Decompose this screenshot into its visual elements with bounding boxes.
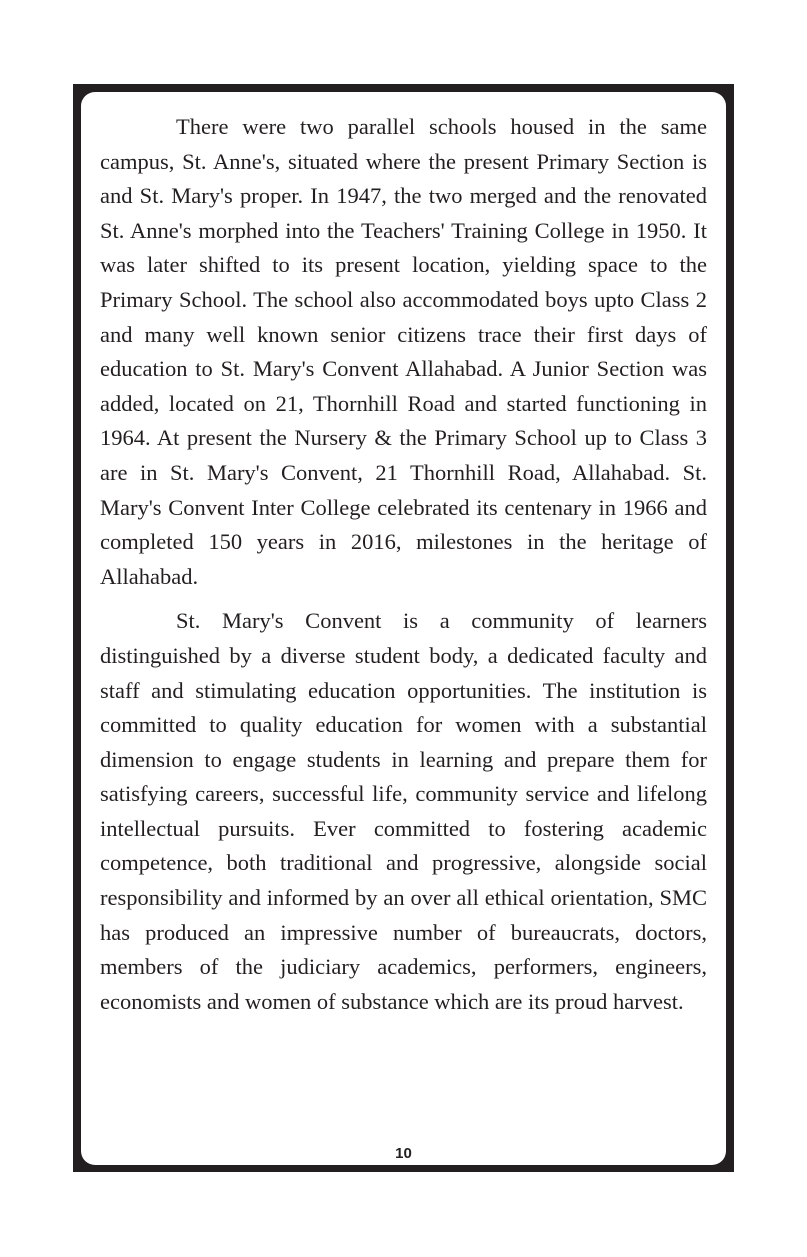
paragraph-history: There were two parallel schools housed in the same campus, St. Anne's, situated where the present Primary Section is and St. Mary's proper. In 1947, the two merged and the renovated St. Anne's morphed into the Teachers' Training College in 1950. It was later shifted to its present location, yielding space to the Primary School. The school also accommodated boys upto Class 2 and many well known senior citizens trace their first days of education to St. Mary's Convent Allahabad. A Junior Section was added, located on 21, Thornhill Road and started functioning in 1964. At present the Nursery & the Primary School up to Class 3 are in St. Mary's Convent, 21 Thornhill Road, Allahabad. St. Mary's Convent Inter College celebrated its centenary in 1966 and completed 150 years in 2016, milestones in the heritage of Allahabad. (100, 114, 707, 589)
page-number: 10 (395, 1145, 412, 1162)
paragraph-community: St. Mary's Convent is a community of learners distinguished by a diverse student body, a dedicated faculty and staff and stimulating education opportunities. The institution is committed to quality education for women with a substantial dimension to engage students in learning and prepare them for satisfying careers, successful life, community service and lifelong intellectual pursuits. Ever committed to fostering academic competence, both traditional and progressive, alongside social responsibility and informed by an over all ethical orientation, SMC has produced an impressive number of bureaucrats, doctors, members of the judiciary academics, performers, engineers, economists and women of substance which are its proud harvest. (100, 608, 707, 1014)
body-text (100, 110, 707, 1019)
